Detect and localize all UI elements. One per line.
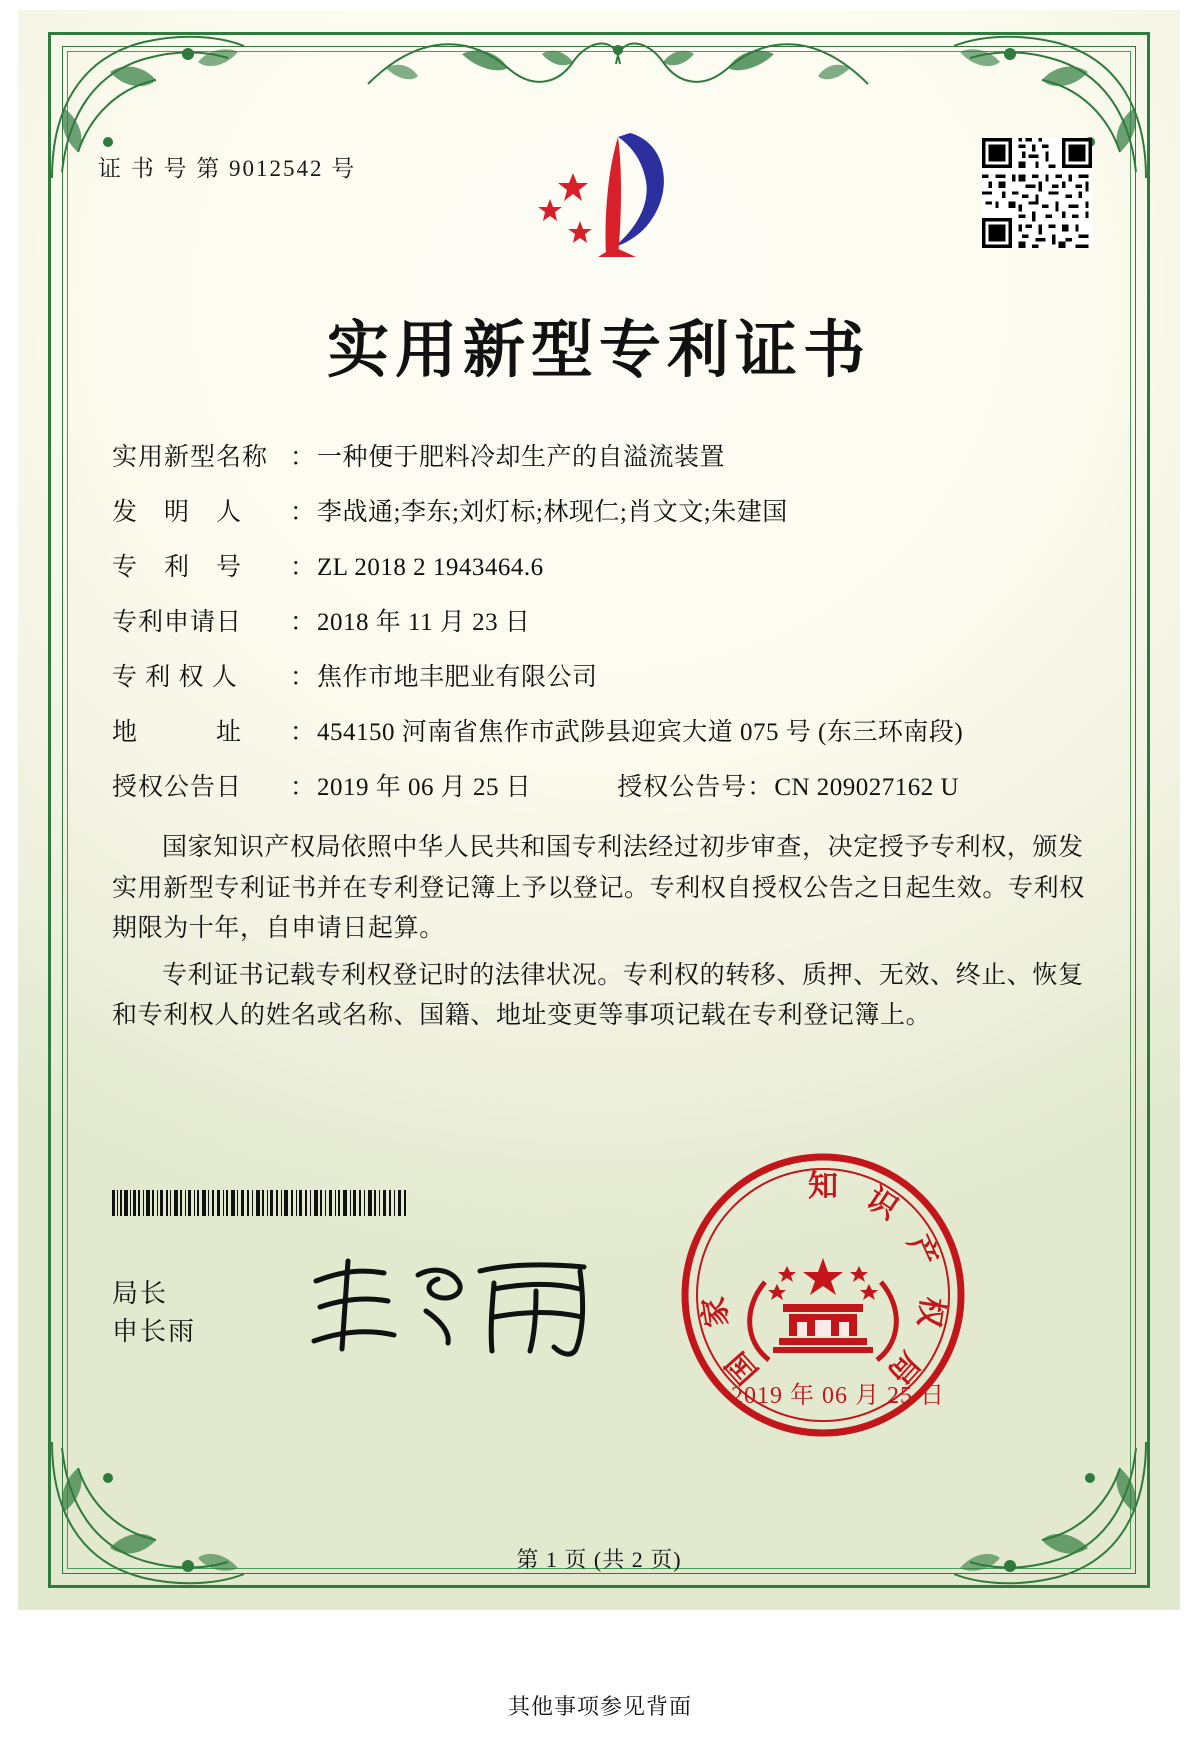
field-colon: ： <box>290 444 316 471</box>
field-label: 实用新型名称 <box>112 444 269 471</box>
field-colon: ： <box>290 554 316 581</box>
field-value: 焦作市地丰肥业有限公司 <box>317 664 598 691</box>
field-label: 授权公告日 <box>112 774 243 801</box>
certificate-paper <box>18 10 1180 1610</box>
cnipa-logo-icon <box>518 125 708 275</box>
field-label: 地 址 <box>112 719 243 746</box>
field-label: 专 利 号 <box>112 554 243 581</box>
field-value: 2019 年 06 月 25 日 <box>317 774 532 801</box>
field-colon: ： <box>290 499 316 526</box>
field-application-date <box>112 610 1100 635</box>
field-invention-name <box>112 445 1100 470</box>
seal-date: 2019 年 06 月 25 日 <box>731 1383 945 1409</box>
field-colon: ： <box>290 774 316 801</box>
footnote: 其他事项参见背面 <box>507 1694 692 1719</box>
svg-text:国: 国 <box>719 1344 766 1391</box>
field-label: 专利申请日 <box>112 609 243 636</box>
svg-text:识: 识 <box>859 1181 905 1227</box>
field-value: CN 209027162 U <box>774 774 960 801</box>
field-value: 一种便于肥料冷却生产的自溢流装置 <box>317 444 726 471</box>
field-value: 454150 河南省焦作市武陟县迎宾大道 075 号 (东三环南段) <box>317 719 964 746</box>
director-signature <box>298 1245 628 1365</box>
certificate-number: 证 书 号 第 9012542 号 <box>98 156 357 181</box>
field-list <box>112 445 1100 1037</box>
field-grant-announcement-row <box>112 775 1100 800</box>
field-label: 授权公告号 <box>617 774 748 801</box>
director-block <box>112 1275 196 1350</box>
legal-paragraph-1: 国家知识产权局依照中华人民共和国专利法经过初步审查，决定授予专利权，颁发实用新型专利证书并在专利登记簿上予以登记。专利权自授权公告之日起生效。专利权期限为十年，自申请日起算。 <box>112 834 1085 942</box>
field-colon: ： <box>290 719 316 746</box>
svg-text:权: 权 <box>910 1294 950 1330</box>
page-indicator: 第 1 页 (共 2 页) <box>516 1547 682 1572</box>
barcode-icon <box>112 1190 412 1216</box>
director-label: 局长 <box>112 1279 169 1308</box>
field-value: 李战通;李东;刘灯标;林现仁;肖文文;朱建国 <box>317 499 788 526</box>
field-patentee <box>112 665 1100 690</box>
svg-text:知: 知 <box>808 1169 838 1204</box>
field-patent-number <box>112 555 1100 580</box>
field-grant-number <box>617 775 959 800</box>
certificate-content <box>88 70 1110 1572</box>
svg-text:产: 产 <box>900 1230 945 1272</box>
page-title: 实用新型专利证书 <box>326 313 871 386</box>
field-colon: ： <box>747 774 773 801</box>
director-name: 申长雨 <box>112 1316 197 1346</box>
svg-text:家: 家 <box>696 1294 736 1330</box>
field-value: 2018 年 11 月 23 日 <box>317 609 531 636</box>
field-value: ZL 2018 2 1943464.6 <box>317 554 544 581</box>
svg-text:局: 局 <box>880 1344 927 1391</box>
field-label: 专 利 权 人 <box>112 664 238 691</box>
field-colon: ： <box>290 609 316 636</box>
field-inventors <box>112 500 1100 525</box>
field-label: 发 明 人 <box>112 499 243 526</box>
field-colon: ： <box>290 664 316 691</box>
legal-paragraph-2: 专利证书记载专利权登记时的法律状况。专利权的转移、质押、无效、终止、恢复和专利权人的姓名或名称、国籍、地址变更等事项记载在专利登记簿上。 <box>112 961 1084 1029</box>
field-address <box>112 720 1100 745</box>
qr-code-icon <box>982 138 1092 248</box>
field-grant-date <box>112 775 531 800</box>
